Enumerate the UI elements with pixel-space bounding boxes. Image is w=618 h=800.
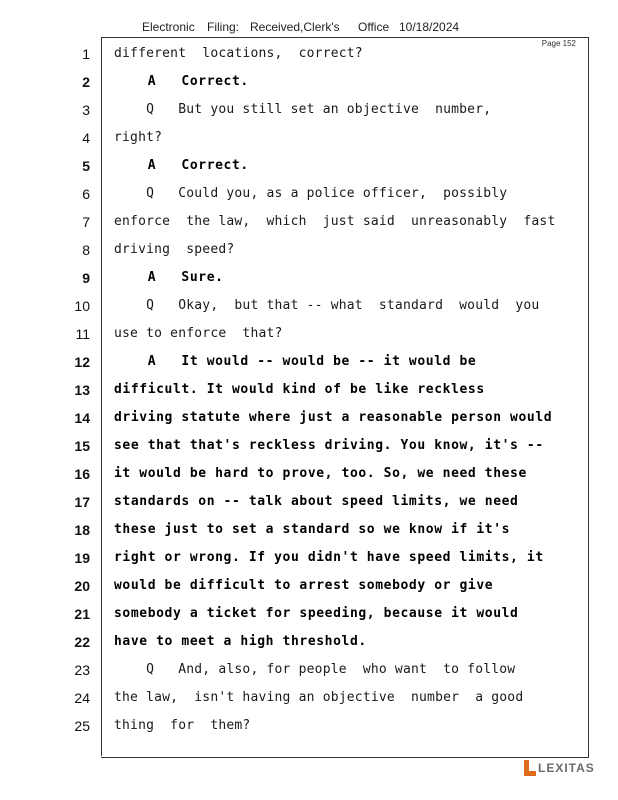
answer-line: A Correct. bbox=[114, 158, 249, 173]
line-number: 4 bbox=[82, 130, 90, 146]
line-number: 13 bbox=[74, 382, 90, 398]
line-number: 20 bbox=[74, 578, 90, 594]
line-number: 8 bbox=[82, 242, 90, 258]
transcript-line: Q Okay, but that -- what standard would you bbox=[114, 298, 540, 313]
page-number: Page 152 bbox=[541, 39, 576, 48]
line-number: 25 bbox=[74, 718, 90, 734]
line-number: 19 bbox=[74, 550, 90, 566]
transcript-line: Q And, also, for people who want to follow bbox=[114, 662, 516, 677]
transcript-line: enforce the law, which just said unreasonably fast bbox=[114, 214, 556, 229]
line-number: 5 bbox=[82, 158, 90, 174]
line-number: 12 bbox=[74, 354, 90, 370]
answer-line: right or wrong. If you didn't have speed limits, it bbox=[114, 550, 544, 565]
transcript-line: different locations, correct? bbox=[114, 46, 363, 61]
filing-stamp bbox=[0, 20, 618, 36]
answer-line: it would be hard to prove, too. So, we need these bbox=[114, 466, 527, 481]
line-number: 16 bbox=[74, 466, 90, 482]
line-number: 14 bbox=[74, 410, 90, 426]
filing-stamp-word: Filing: bbox=[207, 20, 240, 34]
transcript-line: driving speed? bbox=[114, 242, 235, 257]
answer-line: would be difficult to arrest somebody or give bbox=[114, 578, 494, 593]
line-number: 18 bbox=[74, 522, 90, 538]
line-number: 3 bbox=[82, 102, 90, 118]
line-number: 11 bbox=[75, 326, 90, 342]
margin-rule bbox=[101, 37, 102, 756]
transcript-line: right? bbox=[114, 130, 163, 145]
transcript-line: thing for them? bbox=[114, 718, 251, 733]
filing-stamp-word: Electronic bbox=[142, 20, 195, 34]
transcript-line: Q Could you, as a police officer, possibly bbox=[114, 186, 508, 201]
transcript-line: Q But you still set an objective number, bbox=[114, 102, 492, 117]
line-number: 1 bbox=[82, 46, 90, 62]
answer-line: these just to set a standard so we know if it's bbox=[114, 522, 511, 537]
transcript-line: the law, isn't having an objective number a good bbox=[114, 690, 524, 705]
line-number: 9 bbox=[82, 270, 90, 286]
answer-line: A Correct. bbox=[114, 74, 249, 89]
line-number: 6 bbox=[82, 186, 90, 202]
answer-line: see that that's reckless driving. You know, it's -- bbox=[114, 438, 544, 453]
answer-line: have to meet a high threshold. bbox=[114, 634, 367, 649]
line-number: 23 bbox=[74, 662, 90, 678]
answer-line: somebody a ticket for speeding, because it would bbox=[114, 606, 519, 621]
filing-stamp-date: 10/18/2024 bbox=[399, 20, 460, 34]
line-number: 17 bbox=[74, 494, 90, 510]
transcript-line: use to enforce that? bbox=[114, 326, 283, 341]
line-number: 10 bbox=[74, 298, 90, 314]
lexitas-logo-icon bbox=[524, 760, 536, 776]
lexitas-logo bbox=[524, 758, 595, 778]
line-number: 15 bbox=[74, 438, 90, 454]
answer-line: standards on -- talk about speed limits, we need bbox=[114, 494, 519, 509]
line-number: 24 bbox=[74, 690, 90, 706]
line-number: 7 bbox=[82, 214, 90, 230]
answer-line: A Sure. bbox=[114, 270, 224, 285]
filing-stamp-word: Office bbox=[358, 20, 390, 34]
answer-line: A It would -- would be -- it would be bbox=[114, 354, 477, 369]
filing-stamp-word: Received,Clerk's bbox=[250, 20, 340, 34]
line-number: 2 bbox=[82, 74, 90, 90]
answer-line: driving statute where just a reasonable person would bbox=[114, 410, 553, 425]
answer-line: difficult. It would kind of be like reckless bbox=[114, 382, 485, 397]
lexitas-logo-text: LEXITAS bbox=[538, 761, 595, 775]
line-number: 21 bbox=[74, 606, 90, 622]
line-number: 22 bbox=[74, 634, 90, 650]
